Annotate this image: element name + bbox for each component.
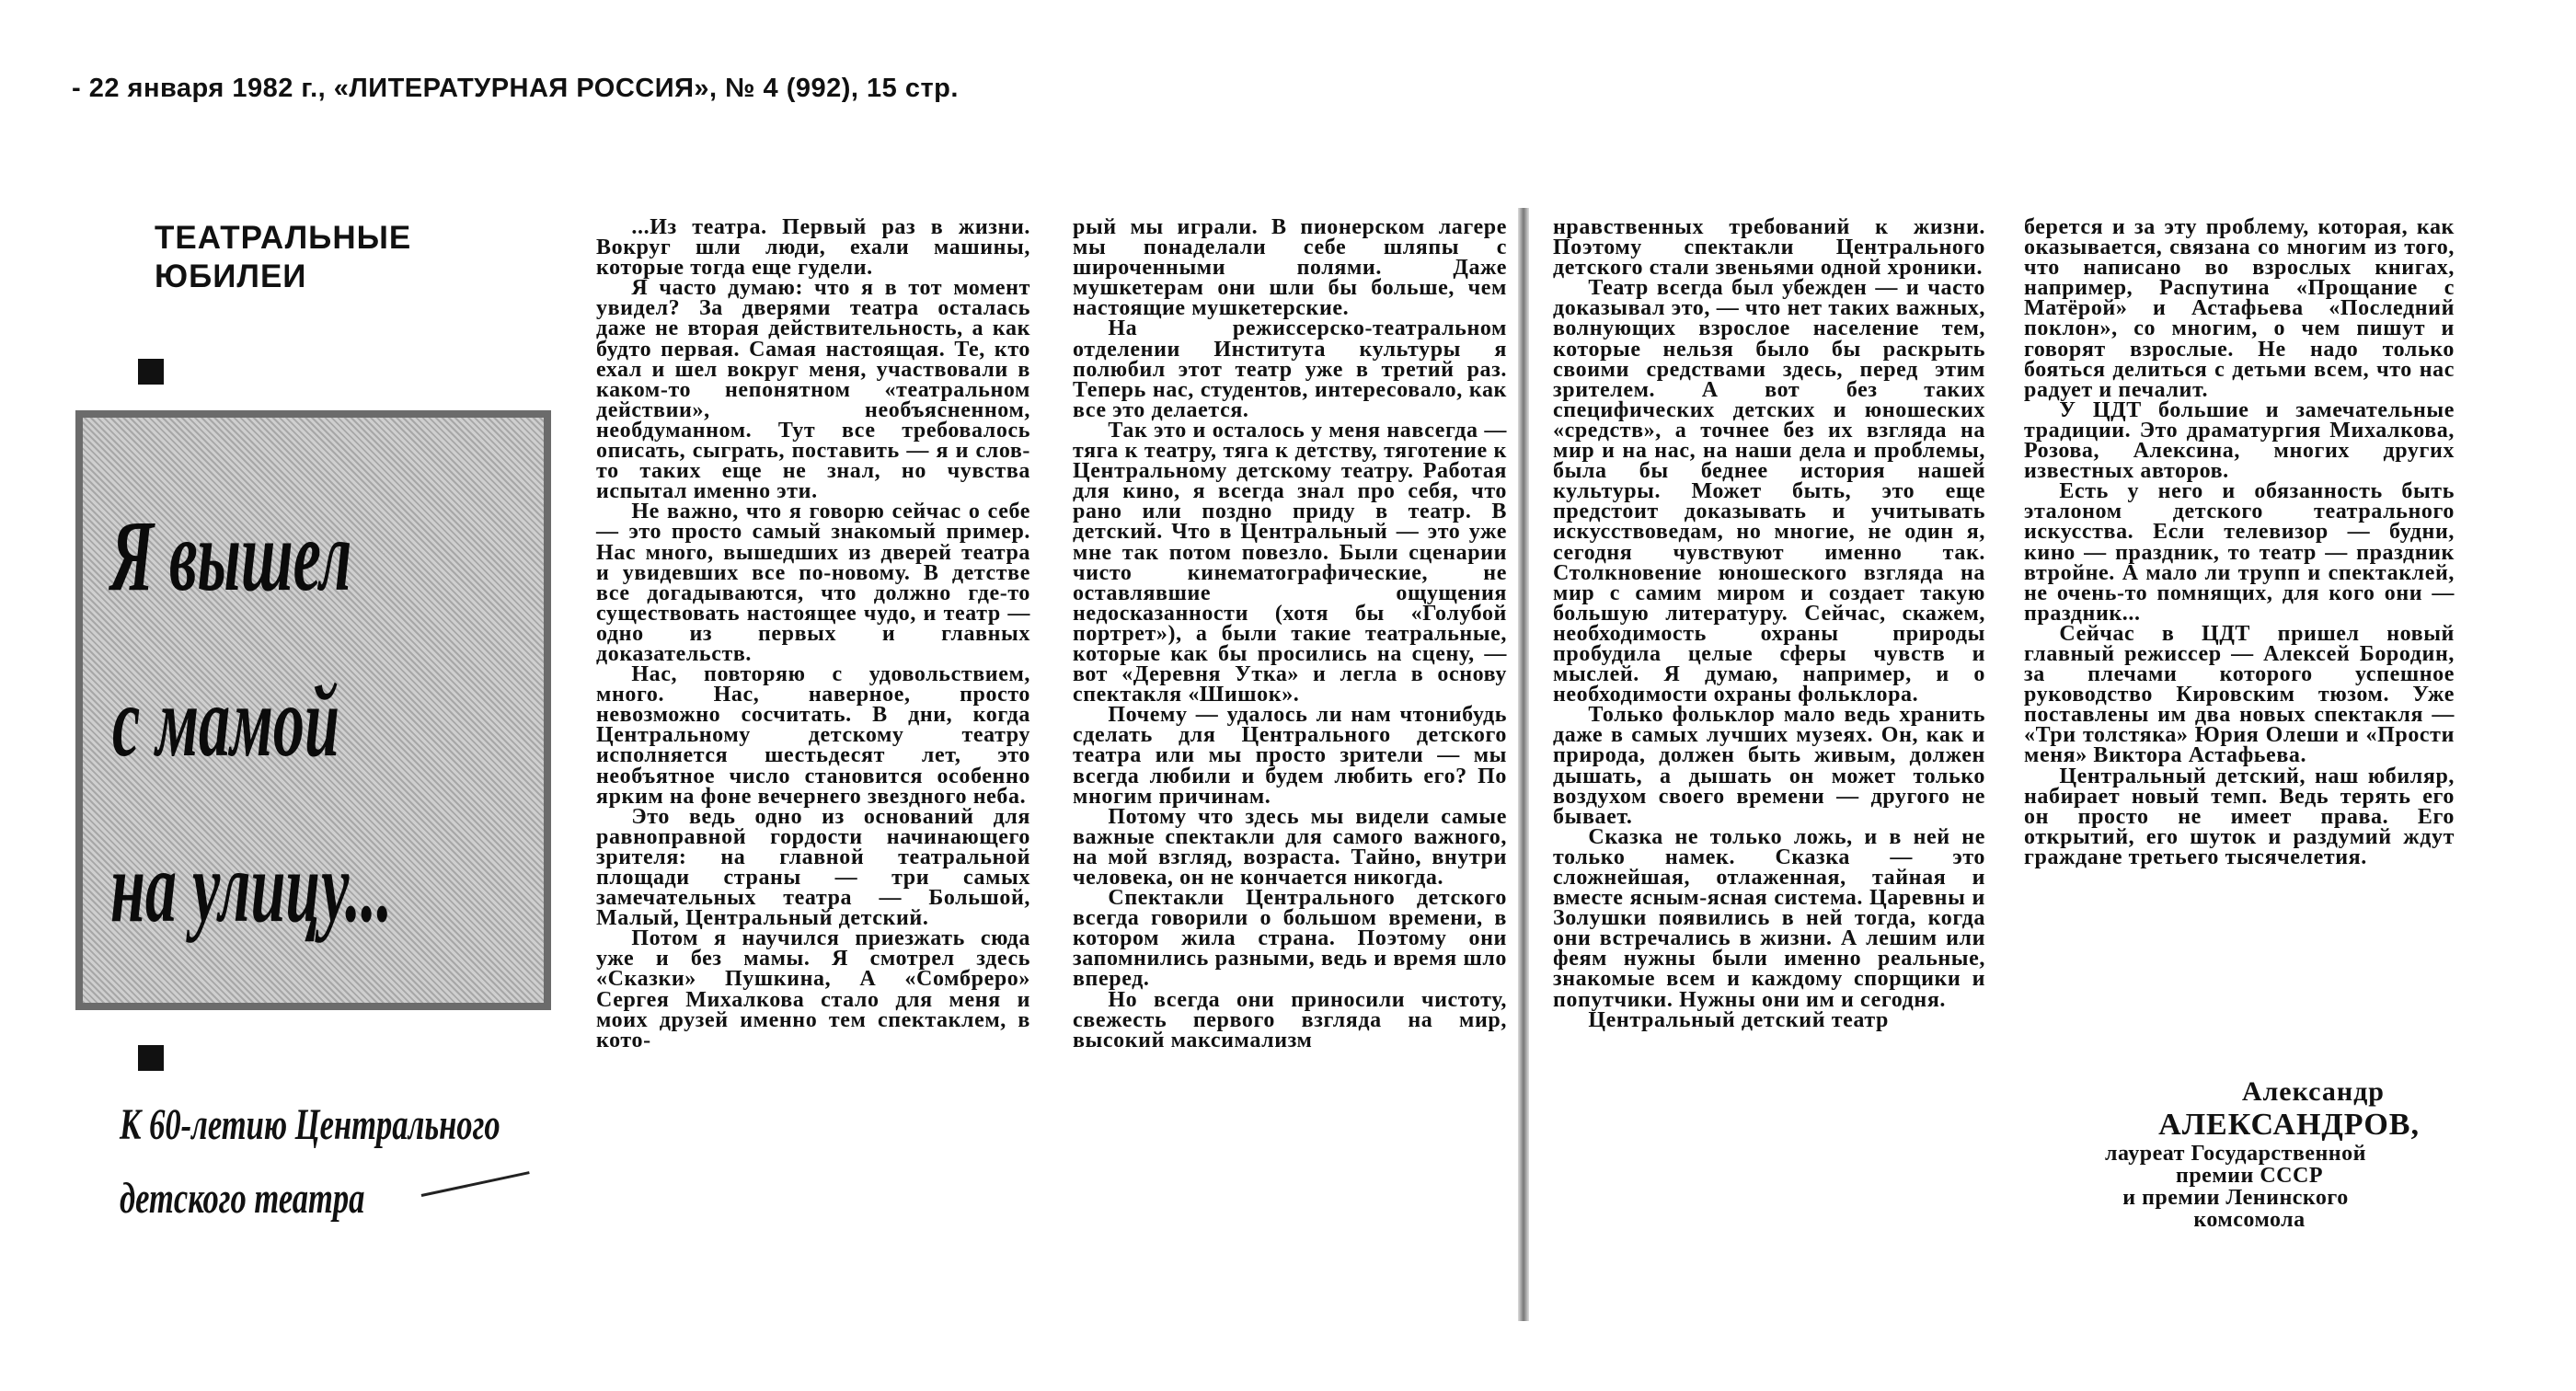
- article-paragraph: ...Из театра. Первый раз в жизни. Вокруг шли люди, ехали машины, которые тогда еще гудели.: [596, 215, 1030, 281]
- subtitle-line-1: К 60-летию Центрального: [120, 1100, 500, 1149]
- headline-line-2: с мамой: [112, 665, 339, 777]
- article-paragraph: Сейчас в ЦДТ пришел новый главный режиссер — Алексей Бородин, за плечами которого успешное руководство Кировским тюзом. Уже поставлены им два новых спектакля — «Три толстяка» Юрия Олеши и «Прости меня» Виктора Астафьева.: [2024, 621, 2455, 768]
- article-column-3: [1553, 217, 1985, 1030]
- section-rubric: [155, 219, 411, 296]
- article-paragraph: Сказка не только ложь, и в ней не только намек. Сказка — это сложнейшая, отлаженная, тайная и вместе ясным-ясная система. Царевны и Золушки появились в ней тогда, когда они встречались в жизни. А лешим или феям нужны были именно реальные, знакомые всем и каждому спорщики и попутчики. Нужны они им и сегодня.: [1553, 824, 1985, 1012]
- author-credit-line: комсомола: [2193, 1208, 2306, 1232]
- article-column-4: [2024, 217, 2455, 868]
- article-paragraph: На режиссерско-театральном отделении Института культуры я полюбил этот театр уже в третий раз. Теперь нас, студентов, интересовало, как все это делается.: [1073, 316, 1507, 422]
- author-signature: [2052, 1076, 2420, 1231]
- author-last-name: АЛЕКСАНДРОВ,: [2158, 1108, 2420, 1142]
- page-fold-shadow: [1518, 208, 1529, 1321]
- author-credit-line: лауреат Государственной: [2105, 1142, 2366, 1166]
- article-paragraph: Но всегда они приносили чистоту, свежесть первого взгляда на мир, высокий максимализм: [1073, 987, 1507, 1052]
- author-credit-line: и премии Ленинского: [2122, 1186, 2349, 1210]
- headline-line-3: на улицу...: [110, 831, 393, 943]
- article-paragraph: Центральный детский театр: [1588, 1007, 1889, 1032]
- article-paragraph: Центральный детский, наш юбиляр, набирает новый темп. Ведь терять его он просто не имеет права. Его открытий, его шуток и раздумий ждут граждане третьего тысячелетия.: [2024, 764, 2455, 869]
- author-credit-line: премии СССР: [2176, 1164, 2323, 1188]
- article-paragraph: берется и за эту проблему, которая, как оказывается, связана со многим из того, что написано во взрослых книгах, например, Распутина «Прощание с Матёрой» и Астафьева «Последний поклон», со многим, о чем пишут и говорят взрослые. Не надо только бояться делиться с детьми всем, что нас радует и печалит.: [2024, 215, 2455, 402]
- subtitle-line-2: детского театра: [120, 1174, 365, 1223]
- article-paragraph: Почему — удалось ли нам чтонибудь сделать для Центрального детского театра или мы просто зрители — мы всегда любили и будем любить его? По многим причинам.: [1073, 703, 1507, 809]
- article-paragraph: Потому что здесь мы видели самые важные спектакли для самого важного, на мой взгляд, возраста. Тайно, внутри человека, он не кончается никогда.: [1073, 804, 1507, 890]
- headline-box: [75, 410, 551, 1010]
- article-paragraph: Театр всегда был убежден — и часто доказывал это, — что нет таких важных, волнующих взрослое население тем, которые нельзя было бы раскрыть своими средствами здесь, перед этим зрителем. А вот без таких специфических детских и юношеских «средств», а точнее без их взгляда на мир и на нас, на наши дела и проблемы, была бы беднее история нашей культуры. Может быть, это еще предстоит доказывать и учитывать искусствоведам, но многие, не один я, сегодня чувствуют именно так. Столкновение юношеского взгляда на мир с самим миром и создает такую большую литературу. Сейчас, скажем, необходимость охраны природы пробудила целые сферы чувств и мыслей. Я думаю, например, и о необходимости охраны фольклора.: [1553, 276, 1985, 707]
- article-paragraph: Только фольклор мало ведь хранить даже в самых лучших музеях. Он, как и природа, должен быть живым, должен дышать, а дышать он может только воздухом своего времени — другого не бывает.: [1553, 703, 1985, 829]
- bullet-square: [138, 1045, 164, 1071]
- article-paragraph: Спектакли Центрального детского всегда говорили о большом времени, в котором жила страна. Поэтому они запомнились разными, ведь и время шло вперед.: [1073, 886, 1507, 992]
- subtitle-underline: [421, 1171, 530, 1197]
- article-paragraph: Нас, повторяю с удовольствием, много. Нас, наверное, просто невозможно сосчитать. В дни, когда Центральному детскому театру исполняется шестьдесят лет, это необъятное число становится особенно ярким на фоне вечернего звездного неба.: [596, 662, 1030, 809]
- article-paragraph: Так это и осталось у меня навсегда — тяга к театру, тяга к детству, тяготение к Центральному детскому театру. Работая для кино, я всегда знал про себя, что рано или поздно приду в театр. В детский. Что в Центральный — это уже мне так потом повезло. Были сценарии чисто кинематографические, не оставлявшие ощущения недосказанности (хотя бы «Голубой портрет»), а были такие театральные, которые как бы просились на сцену, — вот «Деревня Утка» и легла в основу спектакля «Шишок».: [1073, 418, 1507, 707]
- newspaper-header: - 22 января 1982 г., «ЛИТЕРАТУРНАЯ РОССИЯ», № 4 (992), 15 стр.: [72, 74, 959, 103]
- article-column-2: [1073, 217, 1507, 1051]
- article-paragraph: Есть у него и обязанность быть эталоном детского театрального искусства. Если телевизор — будни, кино — праздник, то театр — праздник втройне. А мало ли трупп и спектаклей, не очень-то помнящих, для кого они — праздник...: [2024, 479, 2455, 626]
- rubric-line-1: ТЕАТРАЛЬНЫЕ: [155, 220, 412, 256]
- article-paragraph: Не важно, что я говорю сейчас о себе — это просто самый знакомый пример. Нас много, вышедших из дверей театра и увидевших все по-новому. В детстве все догадываются, что должно где-то существовать настоящее чудо, и театр — одно из первых и главных доказательств.: [596, 500, 1030, 666]
- article-paragraph: нравственных требований к жизни. Поэтому спектакли Центрального детского стали звеньями одной хроники.: [1553, 215, 1985, 281]
- article-paragraph: Потом я научился приезжать сюда уже и без мамы. Я смотрел здесь «Сказки» Пушкина, А «Сомбреро» Сергея Михалкова стало для меня и моих друзей именно тем спектаклем, в кото-: [596, 926, 1030, 1052]
- article-paragraph: Это ведь одно из оснований для равноправной гордости начинающего зрителя: на главной театральной площади страны — три самых замечательных театра — Большой, Малый, Центральный детский.: [596, 804, 1030, 931]
- article-paragraph: У ЦДТ большие и замечательные традиции. Это драматургия Михалкова, Розова, Алексина, многих других известных авторов.: [2024, 397, 2455, 484]
- bullet-square: [138, 359, 164, 385]
- article-paragraph: Я часто думаю: что я в тот момент увидел? За дверями театра осталась даже не вторая действительность, а как будто первая. Самая настоящая. Те, кто ехал и шел вокруг меня, участвовали в каком-то непонятном «театральном действии», необъясненном, необдуманном. Тут все требовалось описать, сыграть, поставить — я и слов-то таких еще не знал, но чувства испытал именно эти.: [596, 276, 1030, 504]
- rubric-line-2: ЮБИЛЕИ: [155, 259, 307, 294]
- article-column-1: [596, 217, 1030, 1051]
- author-first-name: Александр: [2241, 1076, 2385, 1107]
- headline-line-1: Я вышел: [110, 500, 352, 612]
- article-paragraph: рый мы играли. В пионерском лагере мы понаделали себе шляпы с широченными полями. Даже мушкетерам они шли бы больше, чем настоящие мушкетерские.: [1073, 215, 1507, 321]
